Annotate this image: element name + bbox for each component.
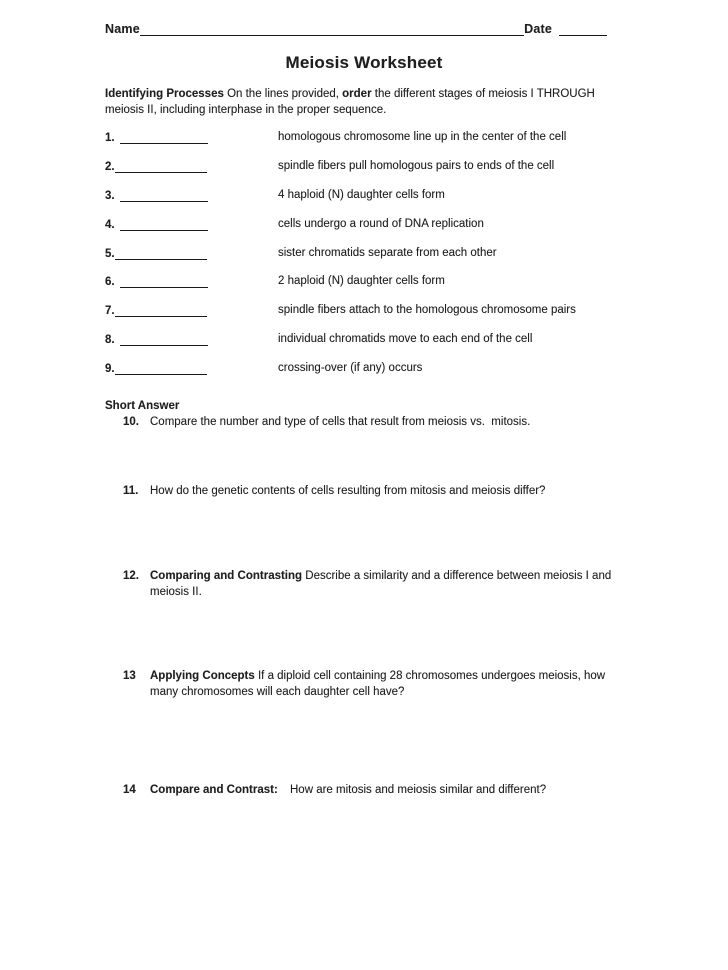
item-number: 8. — [105, 334, 115, 347]
name-label: Name — [105, 22, 140, 36]
question-text — [150, 414, 622, 430]
item-number: 4. — [105, 218, 115, 231]
item-description: crossing-over (if any) occurs — [278, 362, 423, 375]
question-lead-in: Comparing and Contrasting — [150, 570, 303, 582]
question-lead-in: Compare and Contrast: — [150, 784, 278, 796]
date-label: Date — [524, 22, 552, 36]
ordering-item-6 — [105, 275, 622, 288]
instructions-text-1: On the lines provided, — [227, 88, 339, 100]
question-lead-in: Applying Concepts — [150, 670, 255, 682]
page-title: Meiosis Worksheet — [285, 53, 443, 72]
item-description: homologous chromosome line up in the center of the cell — [278, 131, 567, 143]
answer-blank-line — [120, 143, 208, 144]
instructions — [105, 86, 630, 118]
question-11 — [123, 483, 622, 499]
item-description: sister chromatids separate from each other — [278, 246, 497, 259]
item-description: spindle fibers pull homologous pairs to ends of the cell — [278, 159, 555, 172]
question-number: 13 — [123, 670, 136, 682]
ordering-item-4 — [105, 218, 622, 231]
question-10 — [123, 414, 622, 430]
item-description: individual chromatids move to each end of the cell — [278, 333, 533, 346]
instructions-line-1 — [105, 86, 630, 102]
ordering-item-9 — [105, 362, 622, 375]
item-description: 2 haploid (N) daughter cells form — [278, 275, 445, 288]
item-description: 4 haploid (N) daughter cells form — [278, 188, 445, 201]
question-number: 12. — [123, 570, 139, 582]
item-number: 9. — [105, 363, 115, 376]
question-14 — [123, 782, 622, 798]
instructions-line-2: meiosis II, including interphase in the proper sequence. — [105, 104, 387, 116]
item-number: 7. — [105, 305, 115, 318]
short-answer-section — [105, 398, 622, 798]
question-number: 10. — [123, 416, 139, 428]
question-number: 14 — [123, 784, 136, 796]
ordering-item-5 — [105, 247, 622, 260]
question-body: Describe a similarity and a difference between meiosis I and meiosis II. — [150, 570, 615, 598]
question-body: Compare the number and type of cells that result from meiosis vs. mitosis. — [150, 416, 531, 428]
item-number: 2. — [105, 160, 115, 173]
answer-blank-line — [115, 259, 207, 260]
ordering-item-3 — [105, 189, 622, 202]
answer-blank-line — [115, 374, 207, 375]
date-blank-line — [559, 35, 607, 36]
question-text — [150, 483, 622, 499]
item-number: 6. — [105, 276, 115, 289]
ordering-item-7 — [105, 304, 622, 317]
question-13 — [123, 668, 622, 700]
item-number: 3. — [105, 189, 115, 202]
question-body: If a diploid cell containing 28 chromosomes undergoes meiosis, how many chromosomes will each daughter cell have? — [150, 670, 609, 698]
item-number: 5. — [105, 247, 115, 260]
ordering-items-list — [105, 131, 622, 391]
section-heading-identifying-processes: Identifying Processes — [105, 88, 224, 100]
name-date-row — [105, 22, 607, 36]
answer-blank-line — [120, 287, 208, 288]
question-12 — [123, 568, 622, 600]
question-text — [150, 782, 622, 798]
instructions-text-2: the different stages of meiosis I THROUGH — [374, 88, 595, 100]
answer-blank-line — [120, 230, 208, 231]
question-text — [150, 568, 622, 600]
question-body: How are mitosis and meiosis similar and different? — [290, 784, 547, 796]
instructions-bold-order: order — [342, 88, 372, 100]
answer-blank-line — [115, 172, 207, 173]
question-number: 11. — [123, 485, 139, 497]
answer-blank-line — [115, 316, 207, 317]
ordering-item-1 — [105, 131, 622, 144]
answer-blank-line — [120, 345, 208, 346]
item-description: cells undergo a round of DNA replication — [278, 217, 484, 230]
question-body: How do the genetic contents of cells resulting from mitosis and meiosis differ? — [150, 485, 546, 497]
name-blank-line — [140, 35, 524, 36]
item-number: 1. — [105, 132, 115, 144]
section-heading-short-answer: Short Answer — [105, 400, 180, 412]
ordering-item-2 — [105, 160, 622, 173]
ordering-item-8 — [105, 333, 622, 346]
item-description: spindle fibers attach to the homologous chromosome pairs — [278, 304, 576, 317]
answer-blank-line — [120, 201, 208, 202]
question-text — [150, 668, 622, 700]
